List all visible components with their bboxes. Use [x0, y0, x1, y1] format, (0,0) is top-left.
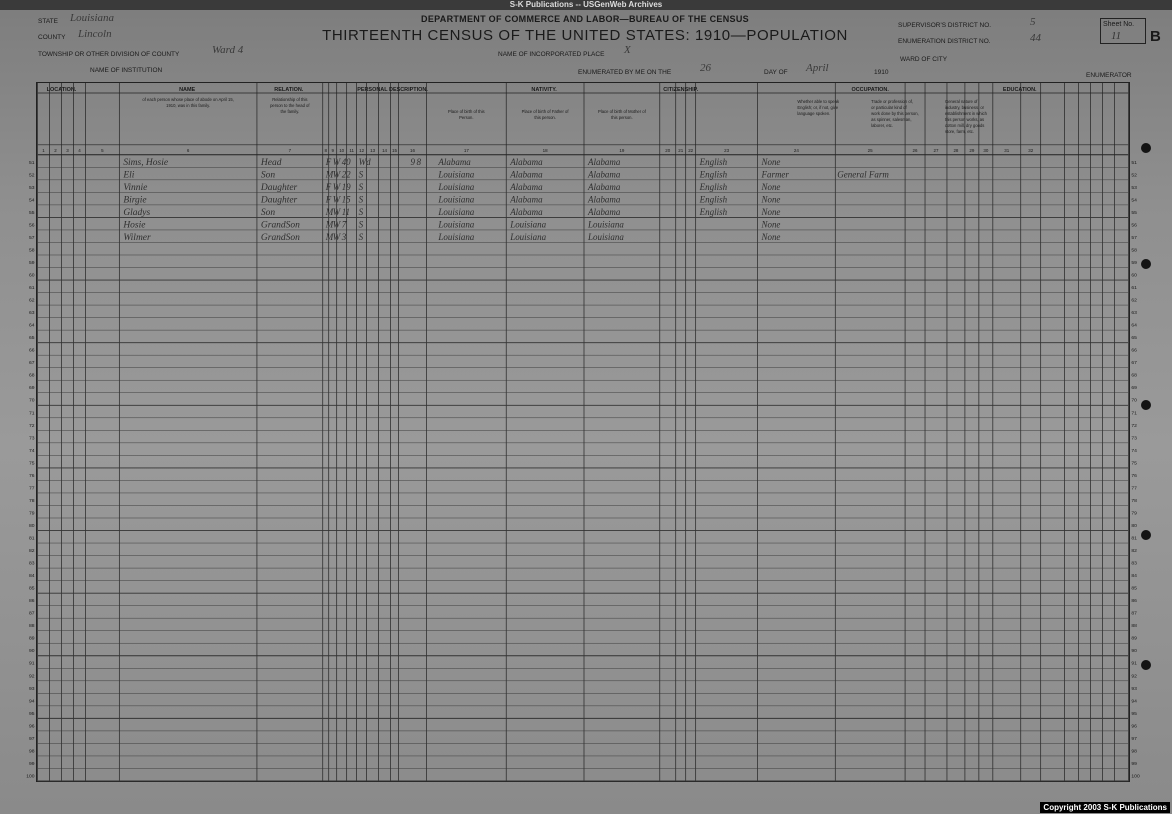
- column-header-language: English; or, if not, give: [797, 104, 839, 110]
- record-relation: Son: [260, 207, 276, 218]
- record-race: W: [332, 194, 341, 205]
- line-number: 69: [1131, 385, 1137, 392]
- page-title: THIRTEENTH CENSUS OF THE UNITED STATES: 1910—POPULATION: [322, 27, 848, 44]
- line-number: 73: [1131, 435, 1137, 442]
- record-race: W: [332, 231, 341, 242]
- column-number: 17: [463, 147, 469, 153]
- line-number: 56: [29, 222, 35, 229]
- township-value: Ward 4: [212, 44, 244, 56]
- line-number: 89: [29, 635, 35, 642]
- record-sex: F: [325, 156, 332, 167]
- record-sex: F: [325, 194, 332, 205]
- column-header-industry: General nature of: [944, 98, 978, 104]
- line-number: 53: [1131, 184, 1137, 191]
- line-number: 58: [29, 247, 35, 254]
- line-number: 92: [29, 673, 35, 680]
- column-number: 13: [370, 147, 376, 153]
- line-number: 75: [29, 460, 35, 467]
- record-pob: Louisiana: [438, 169, 475, 180]
- line-number: 80: [29, 522, 35, 529]
- supervisor-label: SUPERVISOR'S DISTRICT NO.: [898, 22, 992, 29]
- supervisor-value: 5: [1030, 16, 1036, 28]
- line-number: 62: [1131, 297, 1137, 304]
- line-number: 85: [29, 585, 35, 592]
- record-marital: S: [358, 231, 364, 242]
- column-number: 3: [66, 147, 69, 153]
- record-race: W: [332, 169, 341, 180]
- column-header-trade: or particular kind of: [871, 104, 907, 110]
- line-number: 81: [29, 535, 35, 542]
- line-number: 77: [29, 485, 35, 492]
- record-industry: General Farm: [837, 169, 889, 180]
- line-number: 85: [1131, 585, 1137, 592]
- line-number: 69: [29, 385, 35, 392]
- record-relation: Daughter: [260, 182, 298, 193]
- record-name: Vinnie: [123, 182, 148, 193]
- column-number: 31: [1004, 147, 1010, 153]
- column-number: 7: [288, 147, 292, 153]
- record-relation: GrandSon: [260, 220, 300, 231]
- section-label-citizenship: CITIZENSHIP.: [663, 86, 699, 93]
- record-relation: Son: [260, 170, 276, 181]
- record-marital: S: [358, 206, 364, 217]
- department-heading: DEPARTMENT OF COMMERCE AND LABOR—BUREAU OF THE CENSUS: [421, 14, 749, 24]
- enumerated-label: ENUMERATED BY ME ON THE: [578, 69, 672, 76]
- line-number: 93: [29, 685, 35, 692]
- record-race: W: [332, 181, 341, 192]
- incorporated-label: NAME OF INCORPORATED PLACE: [498, 51, 605, 58]
- record-trade: None: [761, 194, 781, 205]
- record-age: 19: [341, 181, 351, 192]
- line-number: 61: [1131, 285, 1137, 292]
- line-number: 68: [1131, 372, 1137, 379]
- record-age: 15: [341, 194, 351, 205]
- record-trade: Farmer: [761, 169, 789, 180]
- line-number: 55: [1131, 209, 1137, 216]
- record-name: Gladys: [123, 207, 151, 218]
- record-marital: Wd: [358, 156, 371, 167]
- line-number: 68: [29, 372, 35, 379]
- section-label-education: EDUCATION.: [1002, 86, 1037, 93]
- township-label: TOWNSHIP OR OTHER DIVISION OF COUNTY: [38, 51, 180, 58]
- record-trade: None: [761, 181, 781, 192]
- section-label-nativity: NATIVITY.: [531, 86, 557, 93]
- record-pob-mother: Louisiana: [587, 231, 624, 242]
- record-relation: Head: [260, 157, 282, 168]
- line-number: 74: [1131, 447, 1137, 454]
- binding-hole: [1141, 400, 1151, 410]
- column-number: 20: [665, 147, 671, 153]
- state-label: STATE: [38, 18, 58, 25]
- census-grid: [26, 82, 1140, 782]
- day-label: DAY OF: [764, 69, 788, 76]
- record-age: 3: [341, 231, 347, 242]
- record-marital: S: [358, 181, 364, 192]
- record-pob-father: Louisiana: [510, 219, 547, 230]
- column-header-name: 1910, was in this family.: [166, 102, 211, 108]
- sheet-number-value: 11: [1111, 30, 1122, 42]
- column-number: 21: [678, 147, 684, 153]
- line-number: 62: [29, 297, 35, 304]
- record-pob-mother: Alabama: [587, 206, 621, 217]
- line-number: 71: [29, 410, 35, 417]
- line-number: 97: [29, 735, 35, 742]
- line-number: 56: [1131, 222, 1137, 229]
- column-header-language: Whether able to speak: [797, 98, 840, 104]
- record-pob-mother: Alabama: [587, 194, 621, 205]
- line-number: 78: [29, 497, 35, 504]
- record-language: English: [699, 181, 728, 192]
- column-number: 32: [1028, 147, 1034, 153]
- record-name: Eli: [123, 170, 135, 181]
- line-number: 67: [1131, 360, 1137, 367]
- line-number: 100: [1131, 773, 1140, 780]
- line-number: 81: [1131, 535, 1137, 542]
- binding-hole: [1141, 530, 1151, 540]
- column-number: 1: [42, 147, 45, 153]
- record-pob-father: Alabama: [510, 181, 543, 192]
- line-number: 88: [1131, 623, 1137, 630]
- record-pob: Alabama: [438, 156, 471, 167]
- record-age: 22: [341, 169, 351, 180]
- record-name: Birgie: [123, 195, 147, 206]
- record-age: 7: [341, 219, 347, 230]
- record-language: English: [699, 169, 728, 180]
- state-value: Louisiana: [70, 12, 115, 24]
- column-header-industry: cotton mill, dry goods: [944, 122, 985, 128]
- line-number: 77: [1131, 485, 1137, 492]
- column-header-trade: work done by this person,: [871, 110, 919, 116]
- column-header-trade: as spinner, salesman,: [871, 116, 912, 122]
- line-number: 84: [1131, 573, 1137, 580]
- line-number: 58: [1131, 247, 1137, 254]
- column-number: 22: [688, 147, 694, 153]
- record-pob: Louisiana: [438, 231, 475, 242]
- column-header-birth-father: Place of birth of Father of: [521, 108, 569, 114]
- record-pob-mother: Alabama: [587, 169, 621, 180]
- line-number: 63: [1131, 310, 1137, 317]
- column-number: 14: [382, 147, 388, 153]
- record-language: English: [699, 156, 728, 167]
- line-number: 94: [1131, 698, 1137, 705]
- column-number: 30: [983, 147, 989, 153]
- line-number: 87: [1131, 610, 1137, 617]
- line-number: 97: [1131, 735, 1137, 742]
- line-number: 96: [1131, 723, 1137, 730]
- institution-label: NAME OF INSTITUTION: [90, 67, 163, 74]
- line-number: 55: [29, 209, 35, 216]
- column-number: 19: [619, 147, 625, 153]
- line-number: 59: [29, 259, 35, 266]
- line-number: 92: [1131, 673, 1137, 680]
- record-name: Wilmer: [123, 232, 151, 243]
- line-number: 66: [1131, 347, 1137, 354]
- column-header-industry: this person works, as: [944, 116, 985, 122]
- line-number: 99: [29, 760, 35, 767]
- line-number: 87: [29, 610, 35, 617]
- line-number: 59: [1131, 259, 1137, 266]
- record-c2: 8: [416, 156, 421, 167]
- line-number: 98: [29, 748, 35, 755]
- sheet-side: B: [1150, 28, 1161, 45]
- line-number: 83: [1131, 560, 1137, 567]
- enumeration-label: ENUMERATION DISTRICT NO.: [898, 38, 991, 45]
- line-number: 90: [29, 648, 35, 655]
- record-pob-mother: Alabama: [587, 156, 621, 167]
- enumerator-label: ENUMERATOR: [1086, 72, 1132, 79]
- record-marital: S: [358, 219, 364, 230]
- record-pob-father: Alabama: [510, 194, 543, 205]
- column-number: 6: [186, 147, 190, 153]
- section-label-occupation: OCCUPATION.: [851, 86, 889, 93]
- record-pob-father: Alabama: [510, 206, 543, 217]
- column-header-trade: Trade or profession of,: [871, 98, 914, 104]
- record-sex: M: [325, 169, 334, 180]
- column-header-birth-self: Place of birth of this: [448, 108, 485, 114]
- record-pob: Louisiana: [438, 219, 475, 230]
- column-header-industry: industry, business, or: [944, 104, 985, 110]
- record-race: W: [332, 156, 341, 167]
- record-relation: Daughter: [260, 195, 298, 206]
- line-number: 96: [29, 723, 35, 730]
- column-number: 29: [969, 147, 975, 153]
- record-sex: F: [325, 181, 332, 192]
- record-trade: None: [761, 219, 781, 230]
- section-label-name: NAME: [179, 86, 196, 93]
- record-language: English: [699, 194, 728, 205]
- column-number: 23: [724, 147, 730, 153]
- line-number: 66: [29, 347, 35, 354]
- line-number: 70: [29, 397, 35, 404]
- column-header-relation: Relationship of this: [272, 96, 308, 102]
- line-number: 54: [1131, 197, 1137, 204]
- ward-label: WARD OF CITY: [900, 56, 948, 63]
- line-number: 94: [29, 698, 35, 705]
- record-name: Hosie: [123, 220, 146, 231]
- line-number: 74: [29, 447, 35, 454]
- section-label-relation: RELATION.: [274, 86, 304, 93]
- line-number: 98: [1131, 748, 1137, 755]
- record-trade: None: [761, 156, 781, 167]
- column-header-language: language spoken.: [797, 110, 831, 116]
- column-header-birth-mother: Place of birth of Mother of: [597, 108, 646, 114]
- line-number: 75: [1131, 460, 1137, 467]
- line-number: 100: [26, 773, 35, 780]
- column-header-birth-self: Person.: [459, 114, 474, 120]
- record-race: W: [332, 219, 341, 230]
- column-header-birth-mother: this person.: [611, 114, 633, 120]
- column-header-industry: establishment in which: [944, 110, 987, 116]
- line-number: 57: [1131, 234, 1137, 241]
- line-number: 78: [1131, 497, 1137, 504]
- line-number: 53: [29, 184, 35, 191]
- line-number: 52: [1131, 172, 1137, 179]
- record-relation: GrandSon: [260, 232, 300, 243]
- record-age: 40: [341, 156, 351, 167]
- line-number: 76: [1131, 472, 1137, 479]
- column-number: 26: [912, 147, 918, 153]
- sheet-number-box: [1100, 18, 1146, 44]
- record-trade: None: [761, 231, 781, 242]
- line-number: 72: [29, 422, 35, 429]
- line-number: 95: [29, 710, 35, 717]
- month-value: April: [806, 62, 829, 74]
- line-number: 64: [29, 322, 35, 329]
- line-number: 65: [29, 335, 35, 342]
- column-header-industry: store, farm, etc.: [944, 128, 974, 134]
- publisher-banner: S-K Publications -- USGenWeb Archives: [509, 0, 663, 9]
- copyright-notice: Copyright 2003 S-K Publications: [1040, 802, 1170, 813]
- line-number: 52: [29, 172, 35, 179]
- record-pob: Louisiana: [438, 181, 475, 192]
- column-number: 5: [101, 147, 104, 153]
- line-number: 93: [1131, 685, 1137, 692]
- column-header-trade: laborer, etc.: [871, 122, 893, 128]
- column-number: 24: [793, 147, 799, 153]
- record-race: W: [332, 206, 341, 217]
- line-number: 82: [1131, 548, 1137, 555]
- line-number: 88: [29, 623, 35, 630]
- binding-hole: [1141, 259, 1151, 269]
- column-number: 27: [933, 147, 939, 153]
- record-name: Sims, Hosie: [123, 157, 169, 168]
- column-number: 9: [331, 147, 334, 153]
- line-number: 60: [1131, 272, 1137, 279]
- column-number: 16: [409, 147, 415, 153]
- column-number: 15: [392, 147, 398, 153]
- line-number: 86: [29, 598, 35, 605]
- record-trade: None: [761, 206, 781, 217]
- section-label-personal: PERSONAL DESCRIPTION.: [357, 86, 428, 93]
- line-number: 91: [29, 660, 35, 667]
- incorporated-value: X: [624, 44, 631, 56]
- line-number: 84: [29, 573, 35, 580]
- line-number: 83: [29, 560, 35, 567]
- column-header-name: of each person whose place of abode on April 15,: [142, 96, 234, 102]
- record-marital: S: [358, 169, 364, 180]
- line-number: 80: [1131, 522, 1137, 529]
- line-number: 76: [29, 472, 35, 479]
- county-label: COUNTY: [38, 34, 66, 41]
- line-number: 79: [29, 510, 35, 517]
- line-number: 67: [29, 360, 35, 367]
- line-number: 57: [29, 234, 35, 241]
- record-sex: M: [325, 206, 334, 217]
- binding-hole: [1141, 143, 1151, 153]
- line-number: 79: [1131, 510, 1137, 517]
- enumeration-value: 44: [1030, 32, 1041, 44]
- line-number: 60: [29, 272, 35, 279]
- line-number: 70: [1131, 397, 1137, 404]
- record-c1: 9: [410, 156, 415, 167]
- column-number: 28: [953, 147, 959, 153]
- line-number: 71: [1131, 410, 1137, 417]
- line-number: 99: [1131, 760, 1137, 767]
- line-number: 82: [29, 548, 35, 555]
- column-header-relation: person to the head of: [270, 102, 310, 108]
- section-label-location: LOCATION.: [46, 86, 77, 93]
- line-number: 54: [29, 197, 35, 204]
- record-sex: M: [325, 219, 334, 230]
- line-number: 72: [1131, 422, 1137, 429]
- line-number: 95: [1131, 710, 1137, 717]
- line-number: 51: [1131, 159, 1137, 166]
- record-pob-father: Alabama: [510, 156, 543, 167]
- record-pob: Louisiana: [438, 206, 475, 217]
- column-header-birth-father: this person.: [534, 114, 556, 120]
- record-pob-mother: Alabama: [587, 181, 621, 192]
- column-number: 4: [78, 147, 81, 153]
- line-number: 63: [29, 310, 35, 317]
- binding-hole: [1141, 660, 1151, 670]
- record-language: English: [699, 206, 728, 217]
- column-number: 2: [54, 147, 57, 153]
- line-number: 64: [1131, 322, 1137, 329]
- column-number: 11: [349, 147, 354, 153]
- column-number: 25: [867, 147, 873, 153]
- line-number: 73: [29, 435, 35, 442]
- line-number: 89: [1131, 635, 1137, 642]
- record-pob-mother: Louisiana: [587, 219, 624, 230]
- line-number: 86: [1131, 598, 1137, 605]
- column-number: 10: [339, 147, 345, 153]
- record-pob-father: Louisiana: [510, 231, 547, 242]
- record-age: 11: [341, 206, 351, 217]
- sheet-number-label: Sheet No.: [1103, 21, 1135, 28]
- line-number: 90: [1131, 648, 1137, 655]
- record-pob-father: Alabama: [510, 169, 543, 180]
- column-number: 18: [542, 147, 548, 153]
- column-number: 12: [359, 147, 365, 153]
- year-label: 1910: [874, 69, 889, 76]
- column-header-relation: the family.: [280, 108, 300, 114]
- county-value: Lincoln: [78, 28, 112, 40]
- line-number: 51: [29, 159, 35, 166]
- line-number: 65: [1131, 335, 1137, 342]
- line-number: 91: [1131, 660, 1137, 667]
- line-number: 61: [29, 285, 35, 292]
- column-number: 8: [324, 147, 327, 153]
- record-sex: M: [325, 231, 334, 242]
- record-pob: Louisiana: [438, 194, 475, 205]
- record-marital: S: [358, 194, 364, 205]
- day-value: 26: [700, 62, 711, 74]
